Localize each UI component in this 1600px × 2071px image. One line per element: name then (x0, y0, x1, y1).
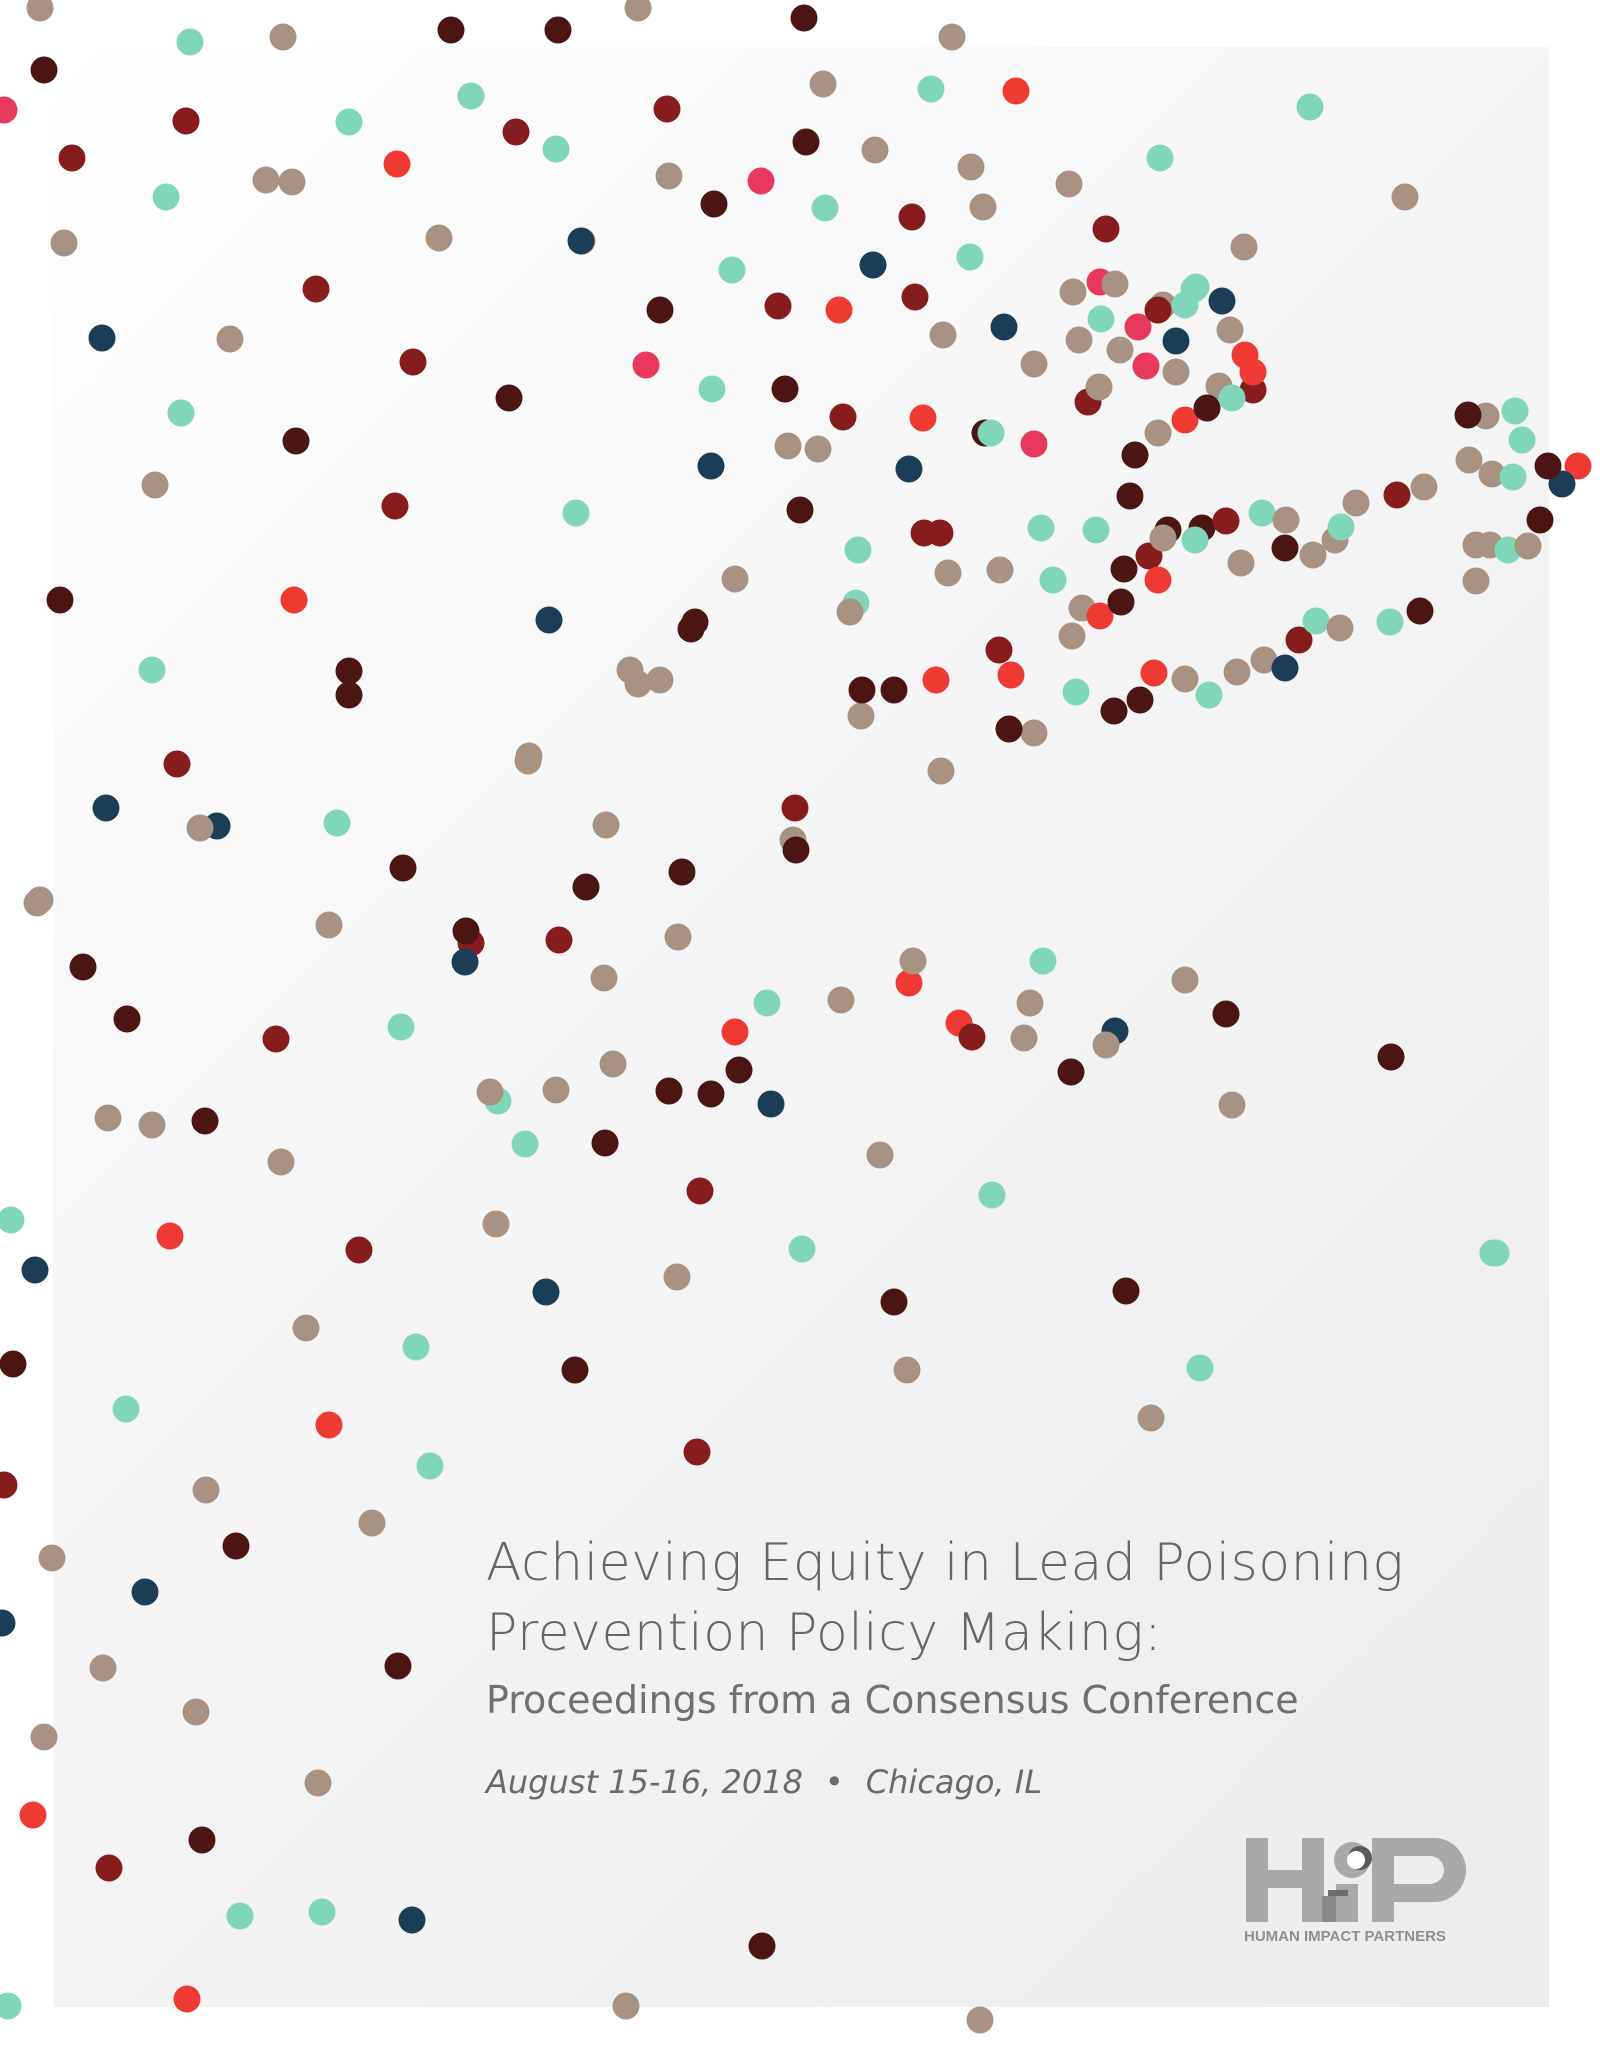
decorative-dot (316, 1412, 343, 1439)
decorative-dot (51, 230, 78, 257)
decorative-dot (399, 1907, 426, 1934)
decorative-dot (1040, 567, 1067, 594)
decorative-dot (390, 855, 417, 882)
decorative-dot (698, 1081, 725, 1108)
decorative-dot (647, 297, 674, 324)
decorative-dot (164, 751, 191, 778)
decorative-dot (227, 1903, 254, 1930)
decorative-dot (1515, 533, 1542, 560)
decorative-dot (388, 1014, 415, 1041)
decorative-dot (31, 1724, 58, 1751)
decorative-dot (324, 810, 351, 837)
decorative-dot (477, 1079, 504, 1106)
decorative-dot (142, 472, 169, 499)
decorative-dot (1060, 279, 1087, 306)
decorative-dot (1217, 317, 1244, 344)
decorative-dot (1021, 720, 1048, 747)
decorative-dot (562, 1357, 589, 1384)
decorative-dot (1480, 1240, 1507, 1267)
decorative-dot (986, 637, 1013, 664)
decorative-dot (1107, 337, 1134, 364)
decorative-dot (647, 667, 674, 694)
decorative-dot (1392, 184, 1419, 211)
decorative-dot (305, 1770, 332, 1797)
decorative-dot (918, 76, 945, 103)
decorative-dot (722, 1019, 749, 1046)
decorative-dot (483, 1211, 510, 1238)
decorative-dot (189, 1827, 216, 1854)
decorative-dot (1535, 453, 1562, 480)
decorative-dot (1021, 351, 1048, 378)
decorative-dot (1194, 395, 1221, 422)
decorative-dot (791, 5, 818, 32)
decorative-dot (173, 108, 200, 135)
decorative-dot (726, 1057, 753, 1084)
decorative-dot (1500, 464, 1527, 491)
decorative-dot (452, 949, 479, 976)
decorative-dot (132, 1579, 159, 1606)
decorative-dot (217, 326, 244, 353)
decorative-dot (114, 1006, 141, 1033)
decorative-dot (27, 0, 54, 22)
decorative-dot (70, 954, 97, 981)
title-line-2: Prevention Policy Making: (486, 1603, 1163, 1663)
decorative-dot (1086, 374, 1113, 401)
decorative-dot (95, 1105, 122, 1132)
decorative-dot (722, 566, 749, 593)
title-block (486, 1528, 1546, 1804)
decorative-dot (828, 987, 855, 1014)
decorative-dot (183, 1699, 210, 1726)
decorative-dot (591, 965, 618, 992)
decorative-dot (546, 927, 573, 954)
decorative-dot (1093, 1032, 1120, 1059)
decorative-dot (336, 682, 363, 709)
decorative-dot (979, 1182, 1006, 1209)
decorative-dot (1384, 482, 1411, 509)
decorative-dot (1058, 1059, 1085, 1086)
decorative-dot (789, 1236, 816, 1263)
decorative-dot (192, 1108, 219, 1135)
decorative-dot (157, 1223, 184, 1250)
decorative-dot (382, 493, 409, 520)
decorative-dot (810, 71, 837, 98)
decorative-dot (1102, 271, 1129, 298)
hip-logo-organization-name: HUMAN IMPACT PARTNERS (1244, 1928, 1446, 1945)
decorative-dot (1297, 94, 1324, 121)
decorative-dot (593, 812, 620, 839)
decorative-dot (47, 587, 74, 614)
decorative-dot (533, 1279, 560, 1306)
decorative-dot (1219, 385, 1246, 412)
decorative-dot (1145, 567, 1172, 594)
decorative-dot (1172, 967, 1199, 994)
decorative-dot (633, 352, 660, 379)
decorative-dot (928, 758, 955, 785)
decorative-dot (536, 607, 563, 634)
decorative-dot (902, 284, 929, 311)
decorative-dot (701, 191, 728, 218)
conference-date: August 15-16, 2018 (486, 1763, 803, 1801)
decorative-dot (775, 433, 802, 460)
decorative-dot (568, 228, 595, 255)
decorative-dot (279, 169, 306, 196)
decorative-dot (39, 1545, 66, 1572)
decorative-dot (970, 194, 997, 221)
decorative-dot (223, 1533, 250, 1560)
decorative-dot (699, 376, 726, 403)
decorative-dot (359, 1510, 386, 1537)
decorative-dot (860, 252, 887, 279)
decorative-dot (1303, 608, 1330, 635)
decorative-dot (24, 890, 51, 917)
decorative-dot (438, 17, 465, 44)
decorative-dot (1411, 474, 1438, 501)
decorative-dot (309, 1899, 336, 1926)
decorative-dot (837, 599, 864, 626)
decorative-dot (0, 1351, 27, 1378)
decorative-dot (0, 1207, 25, 1234)
decorative-dot (996, 716, 1023, 743)
decorative-dot (1509, 427, 1536, 454)
decorative-dot (600, 1051, 627, 1078)
decorative-dot (991, 314, 1018, 341)
decorative-dot (754, 990, 781, 1017)
decorative-dot (496, 385, 523, 412)
decorative-dot (1066, 327, 1093, 354)
decorative-dot (1028, 515, 1055, 542)
decorative-dot (987, 557, 1014, 584)
decorative-dot (1219, 1092, 1246, 1119)
decorative-dot (512, 1131, 539, 1158)
decorative-dot (1108, 589, 1135, 616)
decorative-dot (90, 1655, 117, 1682)
decorative-dot (253, 167, 280, 194)
decorative-dot (625, 0, 652, 22)
decorative-dot (1231, 234, 1258, 261)
decorative-dot (545, 17, 572, 44)
decorative-dot (748, 168, 775, 195)
decorative-dot (1163, 359, 1190, 386)
title-line-1: Achieving Equity in Lead Poisoning (486, 1533, 1405, 1593)
decorative-dot (1163, 328, 1190, 355)
decorative-dot (772, 376, 799, 403)
decorative-dot (1213, 1001, 1240, 1028)
decorative-dot (1172, 292, 1199, 319)
decorative-dot (336, 658, 363, 685)
decorative-dot (543, 1077, 570, 1104)
decorative-dot (174, 1986, 201, 2013)
decorative-dot (881, 1289, 908, 1316)
decorative-dot (782, 795, 809, 822)
decorative-dot (1273, 507, 1300, 534)
decorative-dot (765, 293, 792, 320)
decorative-dot (1272, 535, 1299, 562)
decorative-dot (849, 677, 876, 704)
dateline (486, 1760, 1546, 1804)
decorative-dot (458, 83, 485, 110)
decorative-dot (168, 400, 195, 427)
decorative-dot (1063, 679, 1090, 706)
decorative-dot (1088, 306, 1115, 333)
decorative-dot (684, 1439, 711, 1466)
decorative-dot (263, 1026, 290, 1053)
decorative-dot (515, 748, 542, 775)
decorative-dot (1113, 1278, 1140, 1305)
decorative-dot (303, 276, 330, 303)
decorative-dot (1127, 687, 1154, 714)
decorative-dot (592, 1130, 619, 1157)
decorative-dot (1145, 420, 1172, 447)
decorative-dot (0, 97, 18, 124)
decorative-dot (1133, 353, 1160, 380)
decorative-dot (1101, 698, 1128, 725)
decorative-dot (881, 677, 908, 704)
conference-location: Chicago, IL (865, 1763, 1043, 1801)
decorative-dot (805, 436, 832, 463)
decorative-dot (1196, 682, 1223, 709)
decorative-dot (96, 1855, 123, 1882)
decorative-dot (665, 924, 692, 951)
decorative-dot (830, 404, 857, 431)
decorative-dot (1328, 514, 1355, 541)
decorative-dot (0, 1610, 16, 1637)
decorative-dot (1030, 948, 1057, 975)
decorative-dot (177, 29, 204, 56)
decorative-dot (293, 1315, 320, 1342)
decorative-dot (899, 204, 926, 231)
decorative-dot (998, 662, 1025, 689)
decorative-dot (400, 349, 427, 376)
decorative-dot (193, 1477, 220, 1504)
decorative-dot (31, 57, 58, 84)
decorative-dot (139, 657, 166, 684)
decorative-dot (426, 225, 453, 252)
decorative-dot (1502, 398, 1529, 425)
decorative-dot (613, 1993, 640, 2020)
decorative-dot (1377, 609, 1404, 636)
decorative-dot (845, 537, 872, 564)
decorative-dot (270, 24, 297, 51)
decorative-dot (0, 1993, 22, 2020)
decorative-dot (812, 195, 839, 222)
decorative-dot (783, 837, 810, 864)
decorative-dot (1117, 483, 1144, 510)
decorative-dot (1111, 556, 1138, 583)
decorative-dot (1224, 659, 1251, 686)
decorative-dot (283, 428, 310, 455)
decorative-dot (1228, 550, 1255, 577)
decorative-dot (719, 257, 746, 284)
decorative-dot (1138, 1405, 1165, 1432)
decorative-dot (1017, 990, 1044, 1017)
decorative-dot (543, 136, 570, 163)
decorative-dot (563, 500, 590, 527)
decorative-dot (316, 912, 343, 939)
decorative-dot (758, 1091, 785, 1118)
decorative-dot (1147, 145, 1174, 172)
decorative-dot (1209, 288, 1236, 315)
decorative-dot (384, 151, 411, 178)
separator-bullet: • (824, 1763, 844, 1801)
decorative-dot (910, 405, 937, 432)
hip-logo (1244, 1830, 1484, 1950)
decorative-dot (1240, 359, 1267, 386)
decorative-dot (22, 1257, 49, 1284)
decorative-dot (503, 119, 530, 146)
decorative-dot (678, 616, 705, 643)
decorative-dot (1456, 447, 1483, 474)
decorative-dot (749, 1933, 776, 1960)
decorative-dot (268, 1149, 295, 1176)
decorative-dot (573, 874, 600, 901)
decorative-dot (957, 244, 984, 271)
decorative-dot (1213, 508, 1240, 535)
decorative-dot (153, 184, 180, 211)
decorative-dot (894, 1357, 921, 1384)
decorative-dot (930, 322, 957, 349)
decorative-dot (1059, 623, 1086, 650)
decorative-dot (862, 137, 889, 164)
decorative-dot (1021, 431, 1048, 458)
decorative-dot (656, 1078, 683, 1105)
decorative-dot (664, 1264, 691, 1291)
decorative-dot (453, 918, 480, 945)
decorative-dot (1187, 1355, 1214, 1382)
decorative-dot (385, 1653, 412, 1680)
decorative-dot (0, 1472, 18, 1499)
decorative-dot (978, 420, 1005, 447)
decorative-dot (187, 815, 214, 842)
decorative-dot (1011, 1025, 1038, 1052)
decorative-dot (1249, 500, 1276, 527)
decorative-dot (1407, 598, 1434, 625)
decorative-dot (967, 2007, 994, 2034)
decorative-dot (59, 145, 86, 172)
decorative-dot (656, 163, 683, 190)
decorative-dot (113, 1396, 140, 1423)
decorative-dot (1056, 171, 1083, 198)
decorative-dot (698, 453, 725, 480)
decorative-dot (848, 703, 875, 730)
decorative-dot (900, 948, 927, 975)
decorative-dot (1463, 568, 1490, 595)
decorative-dot (826, 297, 853, 324)
decorative-dot (1272, 655, 1299, 682)
decorative-dot (1141, 660, 1168, 687)
decorative-dot (787, 497, 814, 524)
decorative-dot (1327, 615, 1354, 642)
decorative-dot (1300, 542, 1327, 569)
decorative-dot (927, 520, 954, 547)
decorative-dot (1172, 666, 1199, 693)
decorative-dot (867, 1142, 894, 1169)
decorative-dot (1145, 297, 1172, 324)
decorative-dot (1150, 525, 1177, 552)
decorative-dot (1093, 216, 1120, 243)
decorative-dot (1003, 78, 1030, 105)
decorative-dot (1083, 517, 1110, 544)
decorative-dot (89, 325, 116, 352)
decorative-dot (793, 129, 820, 156)
decorative-dot (959, 1024, 986, 1051)
decorative-dot (1122, 442, 1149, 469)
decorative-dot (1182, 527, 1209, 554)
decorative-dot (417, 1453, 444, 1480)
decorative-dot (1527, 507, 1554, 534)
decorative-dot (346, 1237, 373, 1264)
decorative-dot (403, 1334, 430, 1361)
subtitle: Proceedings from a Consensus Conference (486, 1678, 1299, 1722)
decorative-dot (669, 859, 696, 886)
decorative-dot (139, 1112, 166, 1139)
decorative-dot (654, 96, 681, 123)
decorative-dot (1378, 1044, 1405, 1071)
decorative-dot (923, 667, 950, 694)
decorative-dot (281, 587, 308, 614)
decorative-dot (1343, 490, 1370, 517)
decorative-dot (93, 795, 120, 822)
decorative-dot (1455, 402, 1482, 429)
decorative-dot (336, 109, 363, 136)
decorative-dot (935, 560, 962, 587)
hip-logo-mark (1244, 1830, 1484, 1930)
decorative-dot (896, 456, 923, 483)
decorative-dot (958, 154, 985, 181)
decorative-dot (687, 1178, 714, 1205)
decorative-dot (20, 1802, 47, 1829)
decorative-dot (939, 24, 966, 51)
